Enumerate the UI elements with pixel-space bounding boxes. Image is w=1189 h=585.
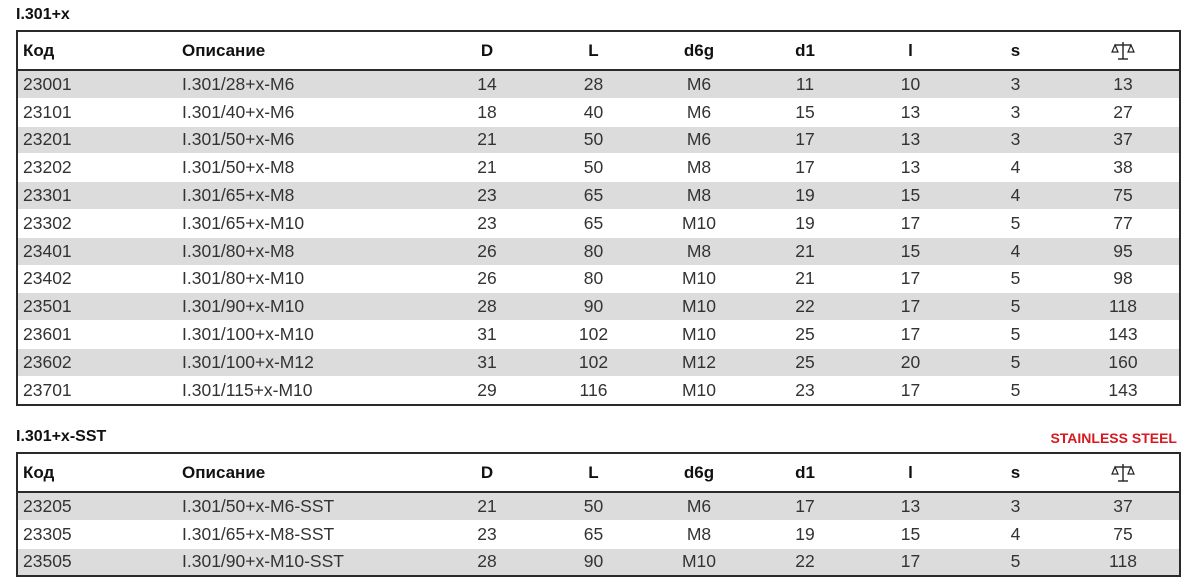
cell-d6g: M10: [645, 209, 753, 237]
cell-code: 23202: [17, 154, 177, 182]
cell-d6g: M8: [645, 154, 753, 182]
cell-weight: 160: [1067, 348, 1180, 376]
cell-d6g: M12: [645, 348, 753, 376]
cell-D: 28: [432, 548, 542, 576]
cell-description: I.301/65+x-M8: [177, 182, 432, 210]
cell-D: 26: [432, 237, 542, 265]
table-row: [17, 182, 1180, 210]
spec-table-1: [16, 30, 1181, 406]
header-L: L: [542, 453, 645, 492]
cell-d1: 19: [753, 520, 857, 548]
cell-s: 5: [964, 209, 1067, 237]
cell-D: 21: [432, 154, 542, 182]
cell-d6g: M10: [645, 376, 753, 404]
cell-d1: 17: [753, 126, 857, 154]
cell-s: 5: [964, 348, 1067, 376]
header-d6g: d6g: [645, 453, 753, 492]
cell-d6g: M8: [645, 520, 753, 548]
cell-l: 17: [857, 265, 964, 293]
cell-d6g: M10: [645, 293, 753, 321]
cell-weight: 37: [1067, 492, 1180, 520]
cell-d1: 11: [753, 70, 857, 98]
table-row: [17, 520, 1180, 548]
cell-l: 13: [857, 98, 964, 126]
table-row: [17, 98, 1180, 126]
table-row: [17, 154, 1180, 182]
header-description: Описание: [177, 453, 432, 492]
cell-s: 4: [964, 154, 1067, 182]
cell-code: 23101: [17, 98, 177, 126]
cell-description: I.301/90+x-M10: [177, 293, 432, 321]
cell-weight: 27: [1067, 98, 1180, 126]
cell-D: 21: [432, 126, 542, 154]
cell-d6g: M6: [645, 126, 753, 154]
cell-code: 23301: [17, 182, 177, 210]
cell-D: 18: [432, 98, 542, 126]
header-d6g: d6g: [645, 31, 753, 70]
section-2-title: I.301+x-SST: [16, 428, 107, 445]
cell-L: 65: [542, 182, 645, 210]
cell-l: 17: [857, 293, 964, 321]
cell-s: 3: [964, 70, 1067, 98]
cell-l: 17: [857, 548, 964, 576]
cell-code: 23701: [17, 376, 177, 404]
cell-L: 102: [542, 348, 645, 376]
cell-code: 23402: [17, 265, 177, 293]
cell-description: I.301/115+x-M10: [177, 376, 432, 404]
cell-s: 5: [964, 548, 1067, 576]
table-row: [17, 348, 1180, 376]
cell-description: I.301/65+x-M10: [177, 209, 432, 237]
cell-d1: 17: [753, 154, 857, 182]
cell-d1: 22: [753, 548, 857, 576]
table-row: [17, 321, 1180, 349]
cell-s: 5: [964, 376, 1067, 404]
cell-L: 50: [542, 126, 645, 154]
cell-description: I.301/50+x-M8: [177, 154, 432, 182]
cell-code: 23601: [17, 321, 177, 349]
cell-code: 23501: [17, 293, 177, 321]
stainless-steel-tag: STAINLESS STEEL: [1050, 430, 1177, 446]
cell-L: 90: [542, 548, 645, 576]
cell-D: 23: [432, 182, 542, 210]
cell-weight: 98: [1067, 265, 1180, 293]
cell-l: 15: [857, 520, 964, 548]
cell-code: 23205: [17, 492, 177, 520]
cell-l: 10: [857, 70, 964, 98]
table-row: [17, 265, 1180, 293]
cell-weight: 13: [1067, 70, 1180, 98]
cell-D: 14: [432, 70, 542, 98]
cell-s: 3: [964, 98, 1067, 126]
scale-icon: [1111, 40, 1135, 62]
cell-d6g: M10: [645, 265, 753, 293]
table-row: [17, 209, 1180, 237]
header-L: L: [542, 31, 645, 70]
cell-D: 29: [432, 376, 542, 404]
header-weight: [1067, 453, 1180, 492]
cell-L: 65: [542, 520, 645, 548]
cell-d1: 25: [753, 348, 857, 376]
cell-L: 65: [542, 209, 645, 237]
cell-weight: 75: [1067, 182, 1180, 210]
cell-weight: 143: [1067, 321, 1180, 349]
table-row: [17, 70, 1180, 98]
cell-d6g: M6: [645, 98, 753, 126]
cell-code: 23305: [17, 520, 177, 548]
header-s: s: [964, 31, 1067, 70]
cell-code: 23201: [17, 126, 177, 154]
header-D: D: [432, 453, 542, 492]
header-l: l: [857, 31, 964, 70]
header-d1: d1: [753, 453, 857, 492]
cell-weight: 118: [1067, 548, 1180, 576]
cell-d6g: M8: [645, 182, 753, 210]
cell-l: 20: [857, 348, 964, 376]
cell-s: 3: [964, 126, 1067, 154]
cell-L: 80: [542, 265, 645, 293]
cell-description: I.301/100+x-M12: [177, 348, 432, 376]
cell-D: 31: [432, 348, 542, 376]
cell-l: 13: [857, 492, 964, 520]
cell-l: 15: [857, 237, 964, 265]
cell-d1: 22: [753, 293, 857, 321]
cell-s: 3: [964, 492, 1067, 520]
cell-s: 4: [964, 182, 1067, 210]
section-1-title: I.301+x: [16, 6, 70, 23]
cell-D: 23: [432, 209, 542, 237]
cell-s: 4: [964, 237, 1067, 265]
table-row: [17, 492, 1180, 520]
header-s: s: [964, 453, 1067, 492]
cell-L: 50: [542, 154, 645, 182]
header-code: Код: [17, 453, 177, 492]
cell-l: 17: [857, 321, 964, 349]
cell-l: 13: [857, 126, 964, 154]
header-weight: [1067, 31, 1180, 70]
cell-description: I.301/80+x-M8: [177, 237, 432, 265]
cell-s: 5: [964, 265, 1067, 293]
cell-weight: 95: [1067, 237, 1180, 265]
cell-s: 5: [964, 321, 1067, 349]
cell-code: 23505: [17, 548, 177, 576]
cell-d1: 23: [753, 376, 857, 404]
cell-L: 28: [542, 70, 645, 98]
cell-weight: 37: [1067, 126, 1180, 154]
cell-weight: 38: [1067, 154, 1180, 182]
cell-L: 102: [542, 321, 645, 349]
table-header-row: [17, 453, 1180, 492]
cell-description: I.301/50+x-M6: [177, 126, 432, 154]
cell-s: 4: [964, 520, 1067, 548]
cell-weight: 75: [1067, 520, 1180, 548]
cell-d1: 25: [753, 321, 857, 349]
cell-d6g: M10: [645, 548, 753, 576]
cell-d1: 15: [753, 98, 857, 126]
cell-d6g: M8: [645, 237, 753, 265]
cell-L: 40: [542, 98, 645, 126]
cell-weight: 143: [1067, 376, 1180, 404]
cell-D: 21: [432, 492, 542, 520]
cell-D: 23: [432, 520, 542, 548]
cell-D: 28: [432, 293, 542, 321]
cell-d1: 19: [753, 182, 857, 210]
header-D: D: [432, 31, 542, 70]
cell-code: 23401: [17, 237, 177, 265]
cell-l: 17: [857, 209, 964, 237]
header-l: l: [857, 453, 964, 492]
cell-description: I.301/80+x-M10: [177, 265, 432, 293]
cell-code: 23001: [17, 70, 177, 98]
table-row: [17, 293, 1180, 321]
cell-description: I.301/40+x-M6: [177, 98, 432, 126]
cell-d6g: M6: [645, 492, 753, 520]
cell-weight: 118: [1067, 293, 1180, 321]
cell-d1: 21: [753, 265, 857, 293]
spec-table-2: [16, 452, 1181, 577]
cell-L: 90: [542, 293, 645, 321]
cell-description: I.301/100+x-M10: [177, 321, 432, 349]
header-code: Код: [17, 31, 177, 70]
table-row: [17, 126, 1180, 154]
cell-D: 31: [432, 321, 542, 349]
cell-d1: 17: [753, 492, 857, 520]
cell-description: I.301/28+x-M6: [177, 70, 432, 98]
cell-D: 26: [432, 265, 542, 293]
table-row: [17, 237, 1180, 265]
header-description: Описание: [177, 31, 432, 70]
cell-L: 116: [542, 376, 645, 404]
cell-d1: 19: [753, 209, 857, 237]
cell-s: 5: [964, 293, 1067, 321]
cell-code: 23302: [17, 209, 177, 237]
cell-d6g: M10: [645, 321, 753, 349]
table-header-row: [17, 31, 1180, 70]
cell-L: 80: [542, 237, 645, 265]
header-d1: d1: [753, 31, 857, 70]
cell-L: 50: [542, 492, 645, 520]
scale-icon: [1111, 462, 1135, 484]
cell-l: 15: [857, 182, 964, 210]
cell-description: I.301/90+x-M10-SST: [177, 548, 432, 576]
table-row: [17, 548, 1180, 576]
cell-description: I.301/50+x-M6-SST: [177, 492, 432, 520]
cell-d1: 21: [753, 237, 857, 265]
cell-code: 23602: [17, 348, 177, 376]
table-row: [17, 376, 1180, 404]
cell-l: 13: [857, 154, 964, 182]
cell-d6g: M6: [645, 70, 753, 98]
cell-l: 17: [857, 376, 964, 404]
cell-description: I.301/65+x-M8-SST: [177, 520, 432, 548]
cell-weight: 77: [1067, 209, 1180, 237]
